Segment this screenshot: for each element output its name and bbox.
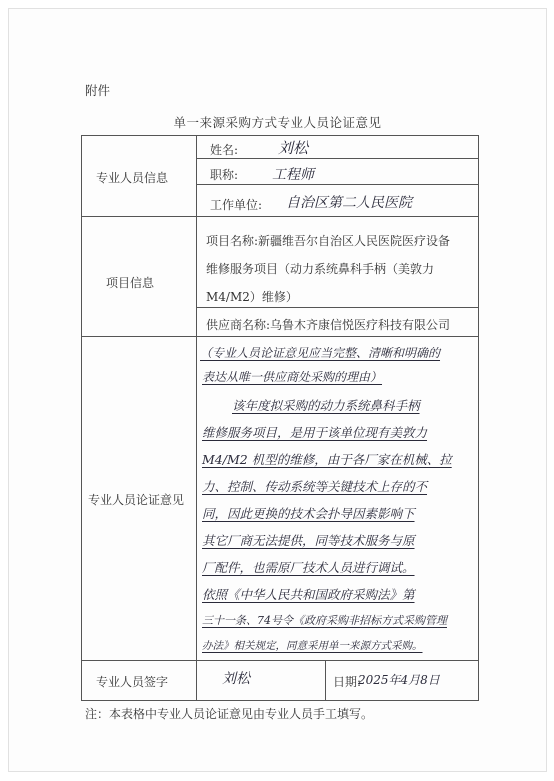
supplier-name: 供应商名称:乌鲁木齐康信悦医疗科技有限公司 xyxy=(206,318,451,332)
section-label-expert-info: 专业人员信息 xyxy=(96,171,169,185)
opinion-form-table xyxy=(81,135,479,701)
name-value: 刘松 xyxy=(278,139,309,157)
opinion-handwritten-line: 三十一条、74号令《政府采购非招标方式采购管理 xyxy=(202,614,447,627)
project-name-line-1: 项目名称:新疆维吾尔自治区人民医院医疗设备 xyxy=(206,234,451,248)
project-name-line-2: 维修服务项目（动力系统鼻科手柄（美敦力 xyxy=(206,262,435,276)
opinion-handwritten-line: 厂配件，也需原厂技术人员进行调试。 xyxy=(202,560,415,575)
unit-value: 自治区第二人民医院 xyxy=(286,195,412,211)
section-label-opinion: 专业人员论证意见 xyxy=(88,493,185,507)
date-value: 2025年4月8日 xyxy=(358,673,440,687)
opinion-handwritten-line: M4/M2 机型的维修，由于各厂家在机械、拉 xyxy=(202,452,452,467)
section-label-project-info: 项目信息 xyxy=(106,276,155,290)
opinion-instruction-line-1: （专业人员论证意见应当完整、清晰和明确的 xyxy=(200,346,441,360)
opinion-instruction-line-2: 表达从唯一供应商处采购的理由） xyxy=(202,370,383,384)
opinion-handwritten-line: 依照《中华人民共和国政府采购法》第 xyxy=(202,587,415,602)
opinion-handwritten-line: 办法》相关规定，同意采用单一来源方式采购。 xyxy=(202,640,423,652)
project-name-line-3: M4/M2）维修） xyxy=(206,290,298,304)
opinion-handwritten-line: 力、控制、传动系统等关键技术上存的不 xyxy=(202,479,428,494)
title-value: 工程师 xyxy=(272,167,314,183)
unit-label: 工作单位: xyxy=(210,198,263,212)
title-label: 职称: xyxy=(210,168,239,182)
document-page xyxy=(8,8,547,772)
section-label-signature: 专业人员签字 xyxy=(96,675,169,689)
footer-note: 注：本表格中专业人员论证意见由专业人员手工填写。 xyxy=(85,707,374,721)
attachment-label: 附件 xyxy=(85,83,111,98)
name-label: 姓名: xyxy=(210,143,239,157)
date-label: 日期: xyxy=(333,675,362,689)
document-title: 单一来源采购方式专业人员论证意见 xyxy=(173,115,382,130)
expert-signature: 刘松 xyxy=(222,671,250,687)
opinion-handwritten-line: 该年度拟采购的动力系统鼻科手柄 xyxy=(232,398,420,413)
opinion-handwritten-line: 维修服务项目，是用于该单位现有美敦力 xyxy=(202,425,428,440)
opinion-handwritten-line: 其它厂商无法提供，同等技术服务与原 xyxy=(202,533,415,548)
opinion-handwritten-line: 同，因此更换的技术会扑导因素影响下 xyxy=(202,506,415,521)
